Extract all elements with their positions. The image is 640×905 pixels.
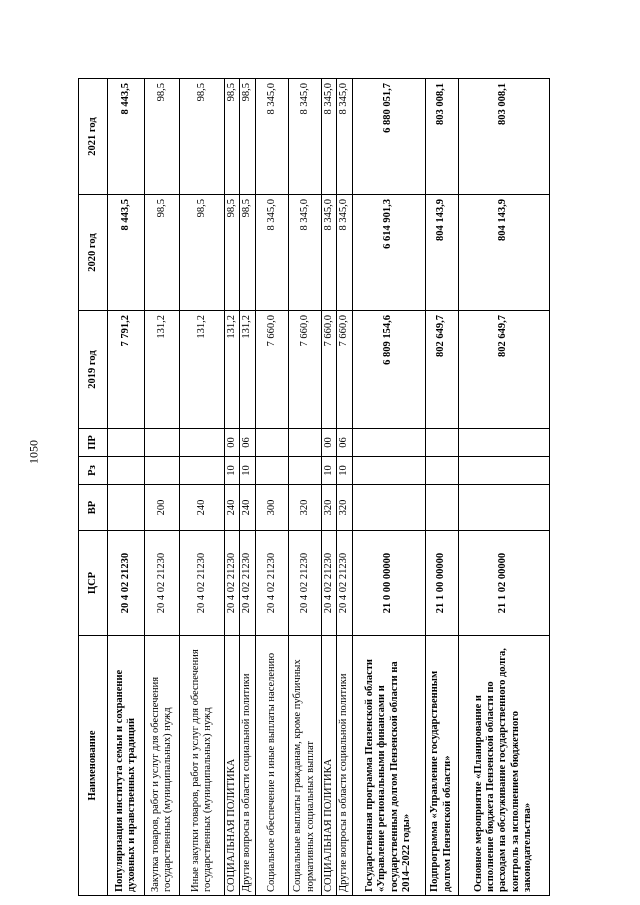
cell-pr [255, 429, 288, 457]
cell-vr [108, 485, 145, 531]
table-row [255, 79, 288, 896]
cell-2021: 98,5 [225, 79, 240, 195]
cell-vr: 200 [145, 485, 180, 531]
cell-name: Социальные выплаты гражданам, кроме публичных нормативных социальных выплат [288, 636, 321, 896]
cell-rz [255, 457, 288, 485]
cell-2021: 8 443,5 [108, 79, 145, 195]
table-row [337, 79, 352, 896]
cell-name: Иные закупки товаров, работ и услуг для обеспечения государственных (муниципальных) нужд [180, 636, 225, 896]
header-2019: 2019 год [79, 311, 108, 429]
cell-name: Закупка товаров, работ и услуг для обеспечения государственных (муниципальных) нужд [145, 636, 180, 896]
cell-2019: 131,2 [240, 311, 255, 429]
cell-csr: 20 4 02 21230 [337, 531, 352, 636]
table-row [425, 79, 458, 896]
cell-vr: 300 [255, 485, 288, 531]
cell-pr [425, 429, 458, 457]
cell-rz [458, 457, 549, 485]
cell-vr: 240 [180, 485, 225, 531]
cell-rz [180, 457, 225, 485]
cell-2020: 8 345,0 [288, 195, 321, 311]
cell-csr: 20 4 02 21230 [321, 531, 336, 636]
table-row [321, 79, 336, 896]
cell-vr: 320 [321, 485, 336, 531]
cell-vr: 240 [225, 485, 240, 531]
page-number: 1050 [26, 440, 41, 464]
cell-rz: 10 [337, 457, 352, 485]
header-rz: Рз [79, 457, 108, 485]
cell-rz [352, 457, 425, 485]
cell-rz: 10 [225, 457, 240, 485]
table-row [240, 79, 255, 896]
table-row [458, 79, 549, 896]
table-header-row [79, 79, 108, 896]
cell-2020: 98,5 [225, 195, 240, 311]
cell-2021: 803 008,1 [425, 79, 458, 195]
cell-csr: 20 4 02 21230 [145, 531, 180, 636]
cell-rz [288, 457, 321, 485]
cell-pr [288, 429, 321, 457]
cell-2019: 131,2 [180, 311, 225, 429]
cell-csr: 20 4 02 21230 [288, 531, 321, 636]
cell-name: Другие вопросы в области социальной политики [240, 636, 255, 896]
cell-vr: 320 [288, 485, 321, 531]
cell-vr [352, 485, 425, 531]
cell-name: СОЦИАЛЬНАЯ ПОЛИТИКА [321, 636, 336, 896]
cell-2020: 98,5 [145, 195, 180, 311]
header-csr: ЦСР [79, 531, 108, 636]
cell-name: Социальное обеспечение и иные выплаты населению [255, 636, 288, 896]
cell-2020: 8 345,0 [321, 195, 336, 311]
cell-2021: 803 008,1 [458, 79, 549, 195]
cell-vr: 320 [337, 485, 352, 531]
cell-csr: 21 0 00 00000 [352, 531, 425, 636]
cell-2019: 802 649,7 [425, 311, 458, 429]
cell-2020: 8 345,0 [337, 195, 352, 311]
cell-2020: 804 143,9 [425, 195, 458, 311]
cell-pr: 06 [337, 429, 352, 457]
cell-2020: 98,5 [240, 195, 255, 311]
cell-2021: 98,5 [180, 79, 225, 195]
cell-2019: 7 660,0 [255, 311, 288, 429]
cell-2019: 7 791,2 [108, 311, 145, 429]
cell-pr [145, 429, 180, 457]
table-row [108, 79, 145, 896]
cell-2019: 131,2 [145, 311, 180, 429]
cell-2021: 98,5 [240, 79, 255, 195]
cell-pr: 06 [240, 429, 255, 457]
cell-2019: 7 660,0 [337, 311, 352, 429]
cell-pr [180, 429, 225, 457]
cell-2019: 131,2 [225, 311, 240, 429]
table-row [288, 79, 321, 896]
header-pr: ПР [79, 429, 108, 457]
table-row [145, 79, 180, 896]
cell-csr: 20 4 02 21230 [225, 531, 240, 636]
table-row [180, 79, 225, 896]
cell-2020: 98,5 [180, 195, 225, 311]
cell-2021: 98,5 [145, 79, 180, 195]
cell-rz: 10 [321, 457, 336, 485]
cell-pr [108, 429, 145, 457]
header-name: Наименование [79, 636, 108, 896]
cell-name: Популяризация института семьи и сохранение духовных и нравственных традиций [108, 636, 145, 896]
cell-pr [352, 429, 425, 457]
header-vr: ВР [79, 485, 108, 531]
cell-2019: 6 809 154,6 [352, 311, 425, 429]
cell-rz [108, 457, 145, 485]
cell-csr: 20 4 02 21230 [255, 531, 288, 636]
budget-table [78, 78, 550, 896]
cell-csr: 20 4 02 21230 [240, 531, 255, 636]
cell-csr: 20 4 02 21230 [180, 531, 225, 636]
cell-2021: 8 345,0 [255, 79, 288, 195]
cell-2020: 8 443,5 [108, 195, 145, 311]
cell-pr: 00 [321, 429, 336, 457]
budget-table-container [78, 79, 534, 896]
cell-name: СОЦИАЛЬНАЯ ПОЛИТИКА [225, 636, 240, 896]
cell-name: Основное мероприятие «Планирование и исполнение бюджета Пензенской области по расходам на обслуживание государственного долга, контроль за исполнением бюджетного законодательства» [458, 636, 549, 896]
cell-2021: 8 345,0 [337, 79, 352, 195]
cell-csr: 21 1 00 00000 [425, 531, 458, 636]
cell-vr [425, 485, 458, 531]
cell-pr: 00 [225, 429, 240, 457]
cell-rz: 10 [240, 457, 255, 485]
cell-2019: 7 660,0 [321, 311, 336, 429]
cell-csr: 21 1 02 00000 [458, 531, 549, 636]
cell-rz [145, 457, 180, 485]
table-row [352, 79, 425, 896]
header-2021: 2021 год [79, 79, 108, 195]
table-row [225, 79, 240, 896]
cell-2019: 802 649,7 [458, 311, 549, 429]
cell-2020: 804 143,9 [458, 195, 549, 311]
cell-2021: 8 345,0 [321, 79, 336, 195]
cell-vr [458, 485, 549, 531]
cell-2019: 7 660,0 [288, 311, 321, 429]
header-2020: 2020 год [79, 195, 108, 311]
cell-rz [425, 457, 458, 485]
cell-2021: 8 345,0 [288, 79, 321, 195]
cell-name: Государственная программа Пензенской области «Управление региональными финансами и государственным долгом Пензенской области на 2014–2022 годы» [352, 636, 425, 896]
cell-2020: 6 614 901,3 [352, 195, 425, 311]
cell-pr [458, 429, 549, 457]
cell-2021: 6 880 051,7 [352, 79, 425, 195]
cell-name: Подпрограмма «Управление государственным долгом Пензенской области» [425, 636, 458, 896]
cell-name: Другие вопросы в области социальной политики [337, 636, 352, 896]
cell-vr: 240 [240, 485, 255, 531]
cell-csr: 20 4 02 21230 [108, 531, 145, 636]
cell-2020: 8 345,0 [255, 195, 288, 311]
